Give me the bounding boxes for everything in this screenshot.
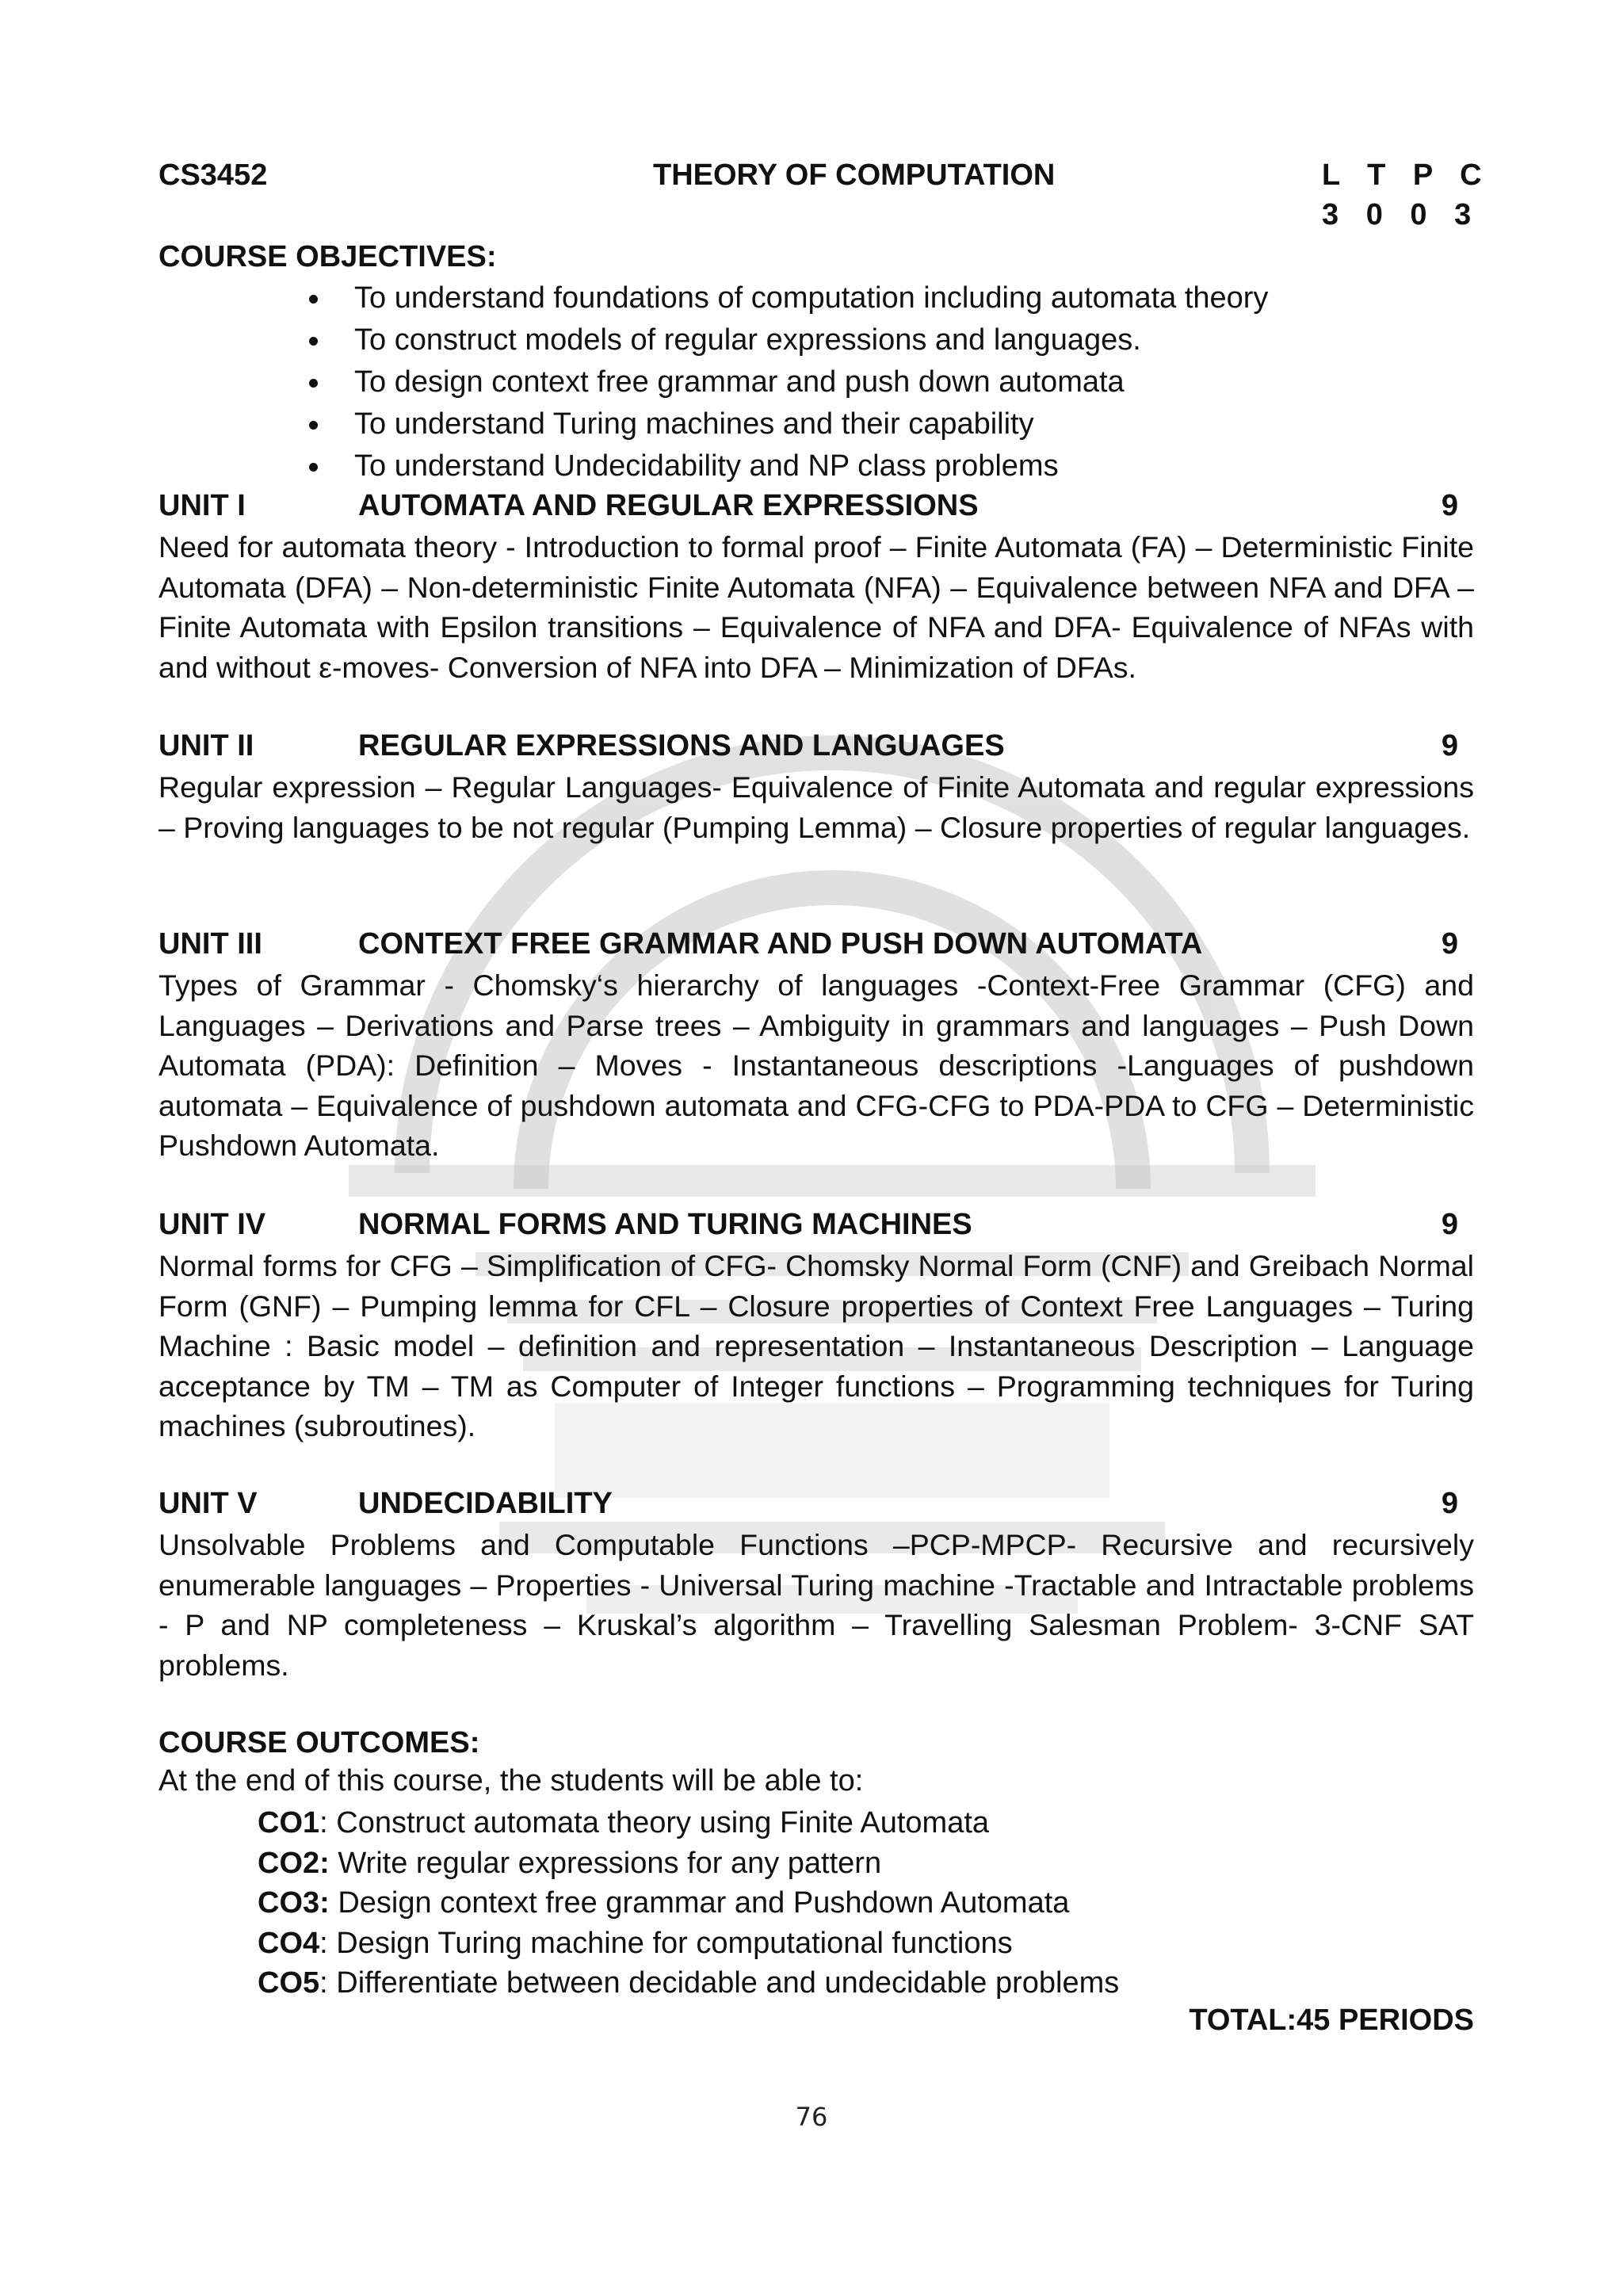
- outcome-code: CO5: [258, 1966, 320, 2000]
- outcome-text: Design context free grammar and Pushdown Automata: [329, 1886, 1070, 1920]
- unit-title: CONTEXT FREE GRAMMAR AND PUSH DOWN AUTOMATA: [358, 927, 1203, 961]
- unit-content: Normal forms for CFG – Simplification of CFG- Chomsky Normal Form (CNF) and Greibach Normal Form (GNF) – Pumping lemma for CFL – Closure properties of Context Free Languages – Turing Machine : Basic model – definition and representation – Instantaneous Description – Language acceptance by TM – TM as Computer of Integer functions – Programming techniques for Turing machines (subroutines).: [158, 1249, 1474, 1442]
- unit-hours: 9: [1441, 729, 1458, 762]
- objective-item: To understand Turing machines and their capability: [303, 403, 1268, 445]
- outcome-sep: :: [319, 1806, 328, 1839]
- unit-hours: 9: [1441, 1487, 1458, 1520]
- objective-item: To construct models of regular expressions and languages.: [303, 319, 1268, 361]
- unit-content: Regular expression – Regular Languages- Equivalence of Finite Automata and regular expressions – Proving languages to be not regular (Pumping Lemma) – Closure properties of regular languages.: [158, 770, 1474, 844]
- ltpc-labels: L T P C: [1322, 159, 1491, 192]
- unit-header: [158, 489, 1458, 529]
- unit-label: UNIT II: [158, 729, 254, 762]
- outcome-code: CO3:: [258, 1886, 330, 1920]
- outcomes-list: [258, 1803, 1119, 2004]
- unit-label: UNIT III: [158, 927, 262, 961]
- unit-header: [158, 1487, 1458, 1526]
- unit-title: NORMAL FORMS AND TURING MACHINES: [358, 1208, 972, 1241]
- unit-title: UNDECIDABILITY: [358, 1487, 613, 1520]
- ltpc-values: 3 0 0 3: [1322, 198, 1481, 231]
- outcome-item: [258, 1803, 1119, 1843]
- unit-header: [158, 729, 1458, 769]
- outcome-sep: :: [319, 1926, 328, 1960]
- total-periods: TOTAL:45 PERIODS: [1189, 2004, 1474, 2037]
- objective-item: To understand foundations of computation including automata theory: [303, 277, 1268, 319]
- unit-hours: 9: [1441, 489, 1458, 522]
- outcome-text: Differentiate between decidable and undecidable problems: [327, 1966, 1120, 2000]
- unit-hours: 9: [1441, 1208, 1458, 1241]
- outcomes-heading: COURSE OUTCOMES:: [158, 1726, 480, 1759]
- course-code: CS3452: [158, 159, 268, 192]
- unit-header: [158, 1208, 1458, 1247]
- outcome-sep: :: [319, 1966, 328, 2000]
- outcome-text: Write regular expressions for any pattern: [329, 1846, 882, 1880]
- unit-content: Unsolvable Problems and Computable Functions –PCP-MPCP- Recursive and recursively enumerable languages – Properties - Universal Turing machine -Tractable and Intractable problems - P and NP completeness – Kruskal’s algorithm – Travelling Salesman Problem- 3-CNF SAT problems.: [158, 1528, 1474, 1682]
- unit-content: Need for automata theory - Introduction to formal proof – Finite Automata (FA) – Deterministic Finite Automata (DFA) – Non-deterministic Finite Automata (NFA) – Equivalence between NFA and DFA – Finite Automata with Epsilon transitions – Equivalence of NFA and DFA- Equivalence of NFAs with and without ε-moves- Conversion of NFA into DFA – Minimization of DFAs.: [158, 530, 1474, 684]
- objective-item: To understand Undecidability and NP class problems: [303, 445, 1268, 487]
- objectives-heading: COURSE OBJECTIVES:: [158, 240, 497, 273]
- outcome-item: [258, 1883, 1119, 1924]
- outcome-code: CO4: [258, 1926, 320, 1960]
- outcome-item: [258, 1843, 1119, 1884]
- unit-label: UNIT IV: [158, 1208, 266, 1241]
- unit-title: AUTOMATA AND REGULAR EXPRESSIONS: [358, 489, 979, 522]
- outcome-text: Construct automata theory using Finite Automata: [327, 1806, 990, 1839]
- unit-label: UNIT I: [158, 489, 246, 522]
- outcome-item: [258, 1924, 1119, 1964]
- unit-hours: 9: [1441, 927, 1458, 961]
- page-number: 76: [795, 2102, 828, 2132]
- outcome-item: [258, 1963, 1119, 2004]
- outcome-code: CO2:: [258, 1846, 330, 1880]
- unit-content: Types of Grammar - Chomsky‘s hierarchy of languages -Context-Free Grammar (CFG) and Languages – Derivations and Parse trees – Ambiguity in grammars and languages – Push Down Automata (PDA): Definition – Moves - Instantaneous descriptions -Languages of pushdown automata – Equivalence of pushdown automata and CFG-CFG to PDA-PDA to CFG – Deterministic Pushdown Automata.: [158, 968, 1474, 1162]
- outcomes-intro: At the end of this course, the students will be able to:: [158, 1764, 864, 1797]
- unit-header: [158, 927, 1458, 967]
- outcome-code: CO1: [258, 1806, 320, 1839]
- unit-label: UNIT V: [158, 1487, 258, 1520]
- objective-item: To design context free grammar and push down automata: [303, 361, 1268, 403]
- outcome-text: Design Turing machine for computational functions: [327, 1926, 1013, 1960]
- unit-title: REGULAR EXPRESSIONS AND LANGUAGES: [358, 729, 1005, 762]
- objectives-list: [303, 277, 1268, 487]
- course-title: THEORY OF COMPUTATION: [653, 159, 1056, 192]
